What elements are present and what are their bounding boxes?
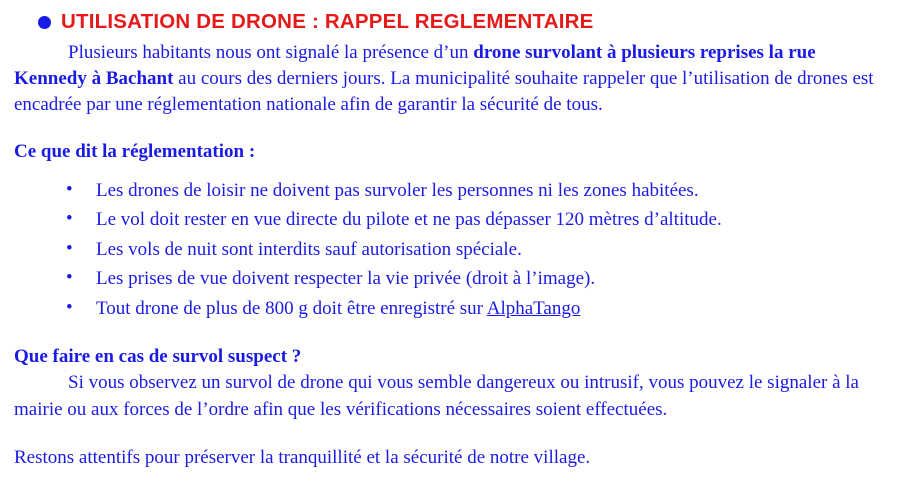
list-item — [14, 236, 891, 264]
section-heading-rules: Ce que dit la réglementation : — [14, 140, 256, 162]
closing-paragraph: Restons attentifs pour préserver la tranquillité et la sécurité de notre village. — [14, 446, 591, 468]
alphatango-link[interactable]: AlphaTango — [486, 297, 581, 319]
list-item — [14, 295, 891, 323]
intro-text-part2: au cours des derniers jours. La municipalité souhaite rappeler que l’utilisation de drones est encadrée par une réglementation nationale afin de garantir la sécurité de tous. — [14, 68, 874, 116]
list-item-text: Les vols de nuit sont interdits sauf autorisation spéciale. — [96, 238, 522, 260]
list-item — [14, 265, 891, 293]
list-item-text: Tout drone de plus de 800 g doit être enregistré sur — [96, 297, 487, 319]
document-title-row — [38, 10, 891, 34]
intro-text-part1: Plusieurs habitants nous ont signalé la présence d’un — [68, 42, 474, 63]
rules-list — [14, 177, 891, 323]
section-heading-report: Que faire en cas de survol suspect ? — [14, 346, 302, 368]
page-title: UTILISATION DE DRONE : RAPPEL REGLEMENTAIRE — [61, 10, 594, 33]
bullet-disc-icon — [38, 16, 51, 29]
list-item — [14, 206, 891, 234]
report-paragraph: Si vous observez un survol de drone qui vous semble dangereux ou intrusif, vous pouvez le signaler à la mairie ou aux forces de l’ordre afin que les vérifications nécessaires soient effectuées. — [14, 372, 859, 420]
list-item-text: Le vol doit rester en vue directe du pilote et ne pas dépasser 120 mètres d’altitude. — [96, 209, 722, 231]
list-item-text: Les prises de vue doivent respecter la vie privée (droit à l’image). — [96, 268, 596, 290]
intro-paragraph — [14, 40, 891, 119]
list-item — [14, 177, 891, 205]
list-item-text: Les drones de loisir ne doivent pas survoler les personnes ni les zones habitées. — [96, 179, 699, 201]
intro-bold-emphasis: drone survolant à plusieurs reprises la rue Kennedy à Bachant — [14, 42, 816, 90]
